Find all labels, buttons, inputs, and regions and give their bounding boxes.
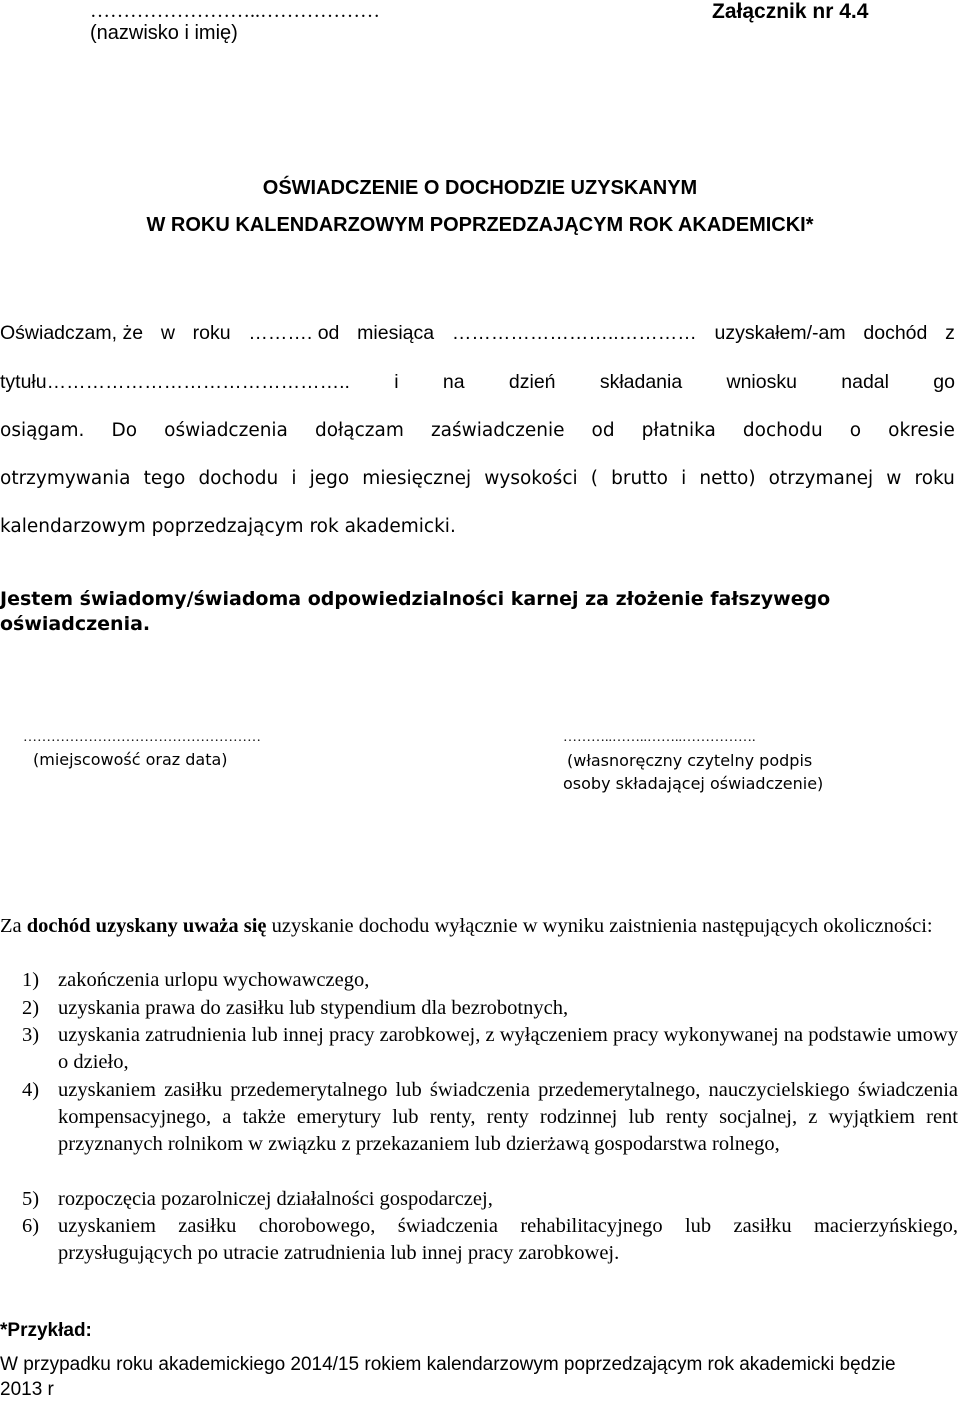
declaration-word: roku	[192, 322, 231, 344]
declaration-word: netto)	[699, 468, 756, 489]
declaration-word: i	[394, 371, 399, 393]
declaration-word: od	[591, 420, 615, 441]
declaration-word: jego	[309, 468, 350, 489]
declaration-word: oświadczenia	[164, 420, 288, 441]
declaration-word: ………. od	[248, 322, 340, 344]
declaration-word: dzień	[508, 371, 556, 393]
declaration-word: w	[160, 322, 175, 344]
declaration-word: wniosku	[726, 371, 797, 393]
condition-text: rozpoczęcia pozarolniczej działalności gospodarczej,	[58, 1188, 493, 1210]
name-label: (nazwisko i imię)	[90, 22, 238, 44]
condition-number: 2)	[22, 997, 40, 1019]
signature-dots: ………..……..……..…………….	[563, 730, 756, 745]
signature-label-line-2: osoby składającej oświadczenie)	[563, 774, 824, 793]
condition-text: uzyskania zatrudnienia lub innej pracy zarobkowej, z wyłączeniem pracy wykonywanej na podstawie umowy o dzieło,	[58, 1024, 958, 1073]
place-date-label: (miejscowość oraz data)	[33, 750, 228, 769]
name-dots-line: ……………………..………………	[90, 0, 380, 22]
declaration-word: dochód	[863, 322, 928, 344]
declaration-word: i	[291, 468, 297, 489]
condition-number: 5)	[22, 1188, 40, 1210]
declaration-word: (	[590, 468, 598, 489]
condition-number: 1)	[22, 969, 40, 991]
responsibility-statement: Jestem świadomy/świadoma odpowiedzialności karnej za złożenie fałszywego oświadczenia.	[0, 588, 831, 635]
declaration-word: z	[945, 322, 955, 344]
declaration-word: dołączam	[314, 420, 404, 441]
document-title-line-1: OŚWIADCZENIE O DOCHODZIE UZYSKANYM	[262, 177, 698, 199]
declaration-line-2	[0, 371, 955, 394]
attachment-number: Załącznik nr 4.4	[712, 0, 869, 23]
declaration-word: uzyskałem/-am	[714, 322, 846, 344]
example-text: W przypadku roku akademickiego 2014/15 rokiem kalendarzowym poprzedzającym rok akademicki będzie 2013 r	[0, 1354, 896, 1400]
condition-item	[0, 1186, 958, 1213]
declaration-line-3	[0, 420, 955, 441]
declaration-word: tego	[143, 468, 186, 489]
declaration-word: osiągam.	[0, 420, 85, 441]
declaration-word: o	[849, 420, 862, 441]
condition-text: uzyskaniem zasiłku chorobowego, świadczenia rehabilitacyjnego lub zasiłku macierzyńskiego, przysługujących po utracie zatrudnienia lub innej pracy zarobkowej.	[58, 1215, 958, 1264]
condition-item	[0, 995, 958, 1022]
declaration-word: go	[933, 371, 955, 393]
declaration-word: dochodu	[198, 468, 279, 489]
declaration-word: ……………………..…………	[451, 322, 697, 344]
declaration-word: i	[681, 468, 687, 489]
condition-text: zakończenia urlopu wychowawczego,	[58, 969, 370, 991]
signature-label-line-1: (własnoręczny czytelny podpis	[567, 751, 813, 770]
condition-text: uzyskaniem zasiłku przedemerytalnego lub świadczenia przedemerytalnego, nauczycielskiego świadczenia kompensacyjnego, a także emerytury lub renty, renty rodzinnej lub renty socjalnej, z wyjątkiem rent przyznanych rolnikom w związku z przekazaniem lub dzierżawą gospodarstwa rolnego,	[58, 1079, 958, 1155]
declaration-word: płatnika	[641, 420, 716, 441]
conditions-intro: Za dochód uzyskany uważa się uzyskanie dochodu wyłącznie w wyniku zaistnienia następujących okoliczności:	[0, 915, 933, 937]
declaration-word: otrzymanej	[768, 468, 874, 489]
declaration-word: miesiąca	[357, 322, 435, 344]
declaration-word: składania	[599, 371, 683, 393]
condition-item	[0, 1077, 958, 1158]
declaration-line-5: kalendarzowym poprzedzającym rok akademicki.	[0, 516, 456, 537]
declaration-word: wysokości	[484, 468, 578, 489]
declaration-word: Do	[111, 420, 138, 441]
declaration-line-1	[0, 322, 955, 345]
declaration-word: okresie	[888, 420, 955, 441]
declaration-line-4	[0, 468, 955, 489]
example-heading: *Przykład:	[0, 1320, 92, 1341]
declaration-word: na	[442, 371, 465, 393]
declaration-word: nadal	[841, 371, 889, 393]
condition-item	[0, 1022, 958, 1076]
declaration-word: miesięcznej	[362, 468, 472, 489]
declaration-word: brutto	[611, 468, 668, 489]
document-title-line-2: W ROKU KALENDARZOWYM POPRZEDZAJĄCYM ROK AKADEMICKI*	[146, 214, 814, 236]
condition-number: 4)	[22, 1079, 40, 1101]
declaration-word: Oświadczam, że	[0, 322, 144, 344]
declaration-word: dochodu	[742, 420, 823, 441]
place-date-dots: ……………………………………………	[23, 730, 261, 745]
condition-text: uzyskania prawa do zasiłku lub stypendium dla bezrobotnych,	[58, 997, 569, 1019]
condition-item	[0, 1213, 958, 1267]
income-definition-term: dochód uzyskany uważa się	[26, 915, 267, 937]
declaration-word: zaświadczenie	[430, 420, 565, 441]
declaration-word: tytułu………………………………………..	[0, 371, 350, 393]
condition-number: 3)	[22, 1024, 40, 1046]
declaration-word: w	[886, 468, 902, 489]
declaration-word: roku	[914, 468, 955, 489]
condition-number: 6)	[22, 1215, 40, 1237]
condition-item	[0, 967, 958, 994]
declaration-word: otrzymywania	[0, 468, 131, 489]
